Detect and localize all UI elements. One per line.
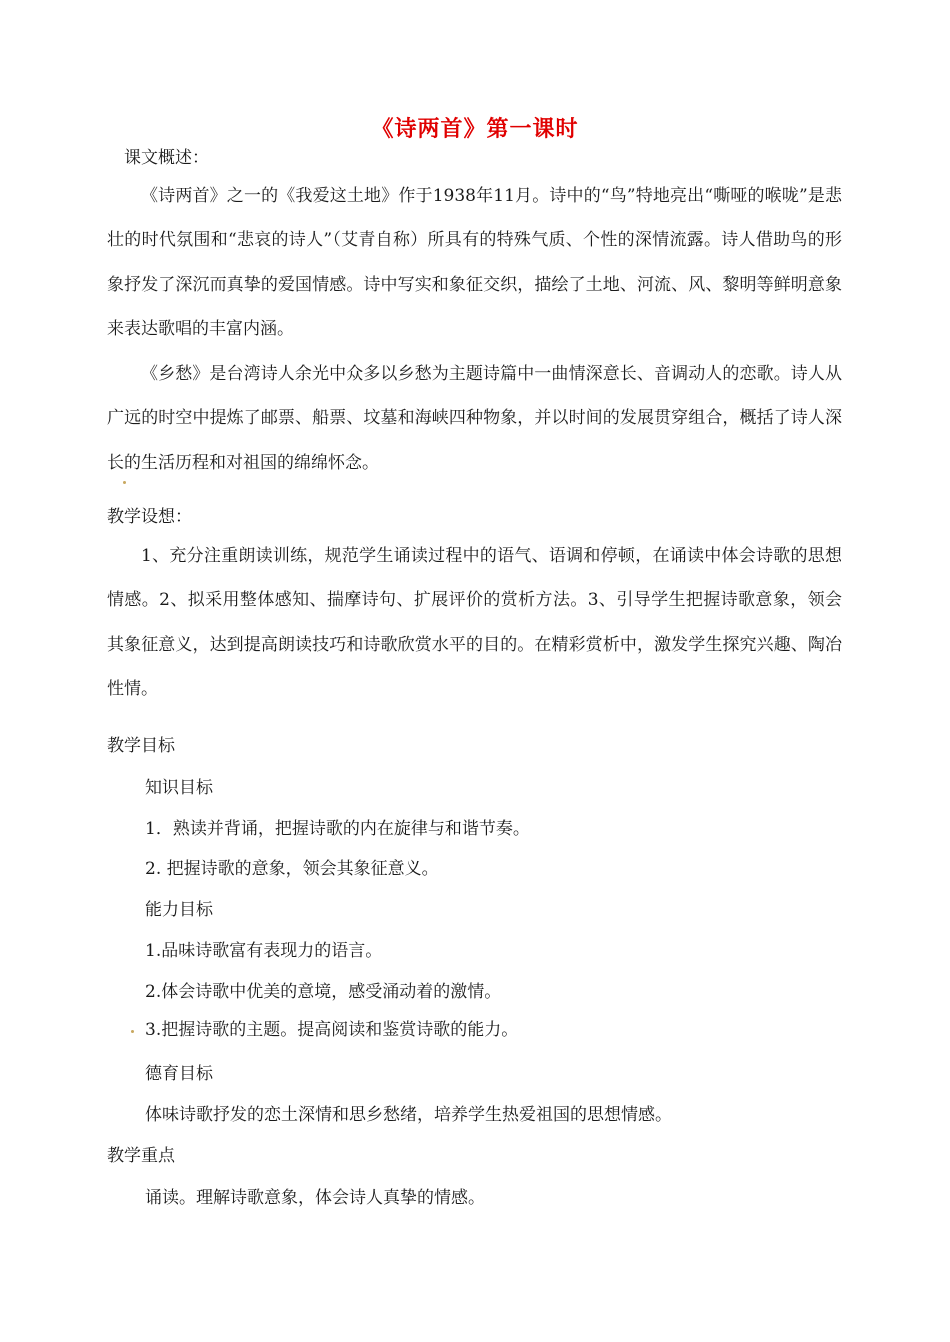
overview-paragraph-2: 《乡愁》是台湾诗人余光中众多以乡愁为主题诗篇中一曲情深意长、音调动人的恋歌。诗人从广远的时空中提炼了邮票、船票、坟墓和海峡四种物象，并以时间的发展贯穿组合，概括了诗人深长的生活历程和对祖国的绵绵怀念。 — [107, 364, 842, 473]
knowledge-item-1: 1．熟读并背诵，把握诗歌的内在旋律与和谐节奏。 — [145, 819, 530, 839]
key-heading: 教学重点 — [107, 1146, 175, 1166]
overview-heading: 课文概述： — [124, 148, 209, 168]
decorative-dot — [123, 481, 126, 484]
knowledge-item-2: 2. 把握诗歌的意象，领会其象征意义。 — [145, 859, 439, 879]
goals-heading: 教学目标 — [107, 736, 175, 756]
ability-item-1: 1.品味诗歌富有表现力的语言。 — [145, 941, 383, 961]
knowledge-heading: 知识目标 — [145, 778, 213, 798]
overview-paragraph-1: 《诗两首》之一的《我爱这土地》作于1938年11月。诗中的“鸟”特地亮出“嘶哑的喉咙”是悲壮的时代氛围和“悲哀的诗人”（艾青自称）所具有的特殊气质、个性的深情流露。诗人借助鸟的形象抒发了深沉而真挚的爱国情感。诗中写实和象征交织，描绘了土地、河流、风、黎明等鲜明意象来表达歌唱的丰富内涵。 — [107, 186, 842, 339]
key-item-1: 诵读。理解诗歌意象，体会诗人真挚的情感。 — [145, 1188, 485, 1208]
decorative-dot — [131, 1030, 134, 1033]
moral-heading: 德育目标 — [145, 1064, 213, 1084]
ability-item-3: 3.把握诗歌的主题。提高阅读和鉴赏诗歌的能力。 — [145, 1020, 519, 1040]
moral-item-1: 体味诗歌抒发的恋土深情和思乡愁绪，培养学生热爱祖国的思想情感。 — [145, 1105, 672, 1125]
page-title: 《诗两首》第一课时 — [371, 117, 579, 142]
ability-heading: 能力目标 — [145, 900, 213, 920]
ability-item-2: 2.体会诗歌中优美的意境，感受涌动着的激情。 — [145, 982, 502, 1002]
design-heading: 教学设想： — [107, 507, 192, 527]
design-paragraph: 1、充分注重朗读训练，规范学生诵读过程中的语气、语调和停顿，在诵读中体会诗歌的思想情感。2、拟采用整体感知、揣摩诗句、扩展评价的赏析方法。3、引导学生把握诗歌意象，领会其象征意义，达到提高朗读技巧和诗歌欣赏水平的目的。在精彩赏析中，激发学生探究兴趣、陶冶性情。 — [107, 546, 842, 699]
